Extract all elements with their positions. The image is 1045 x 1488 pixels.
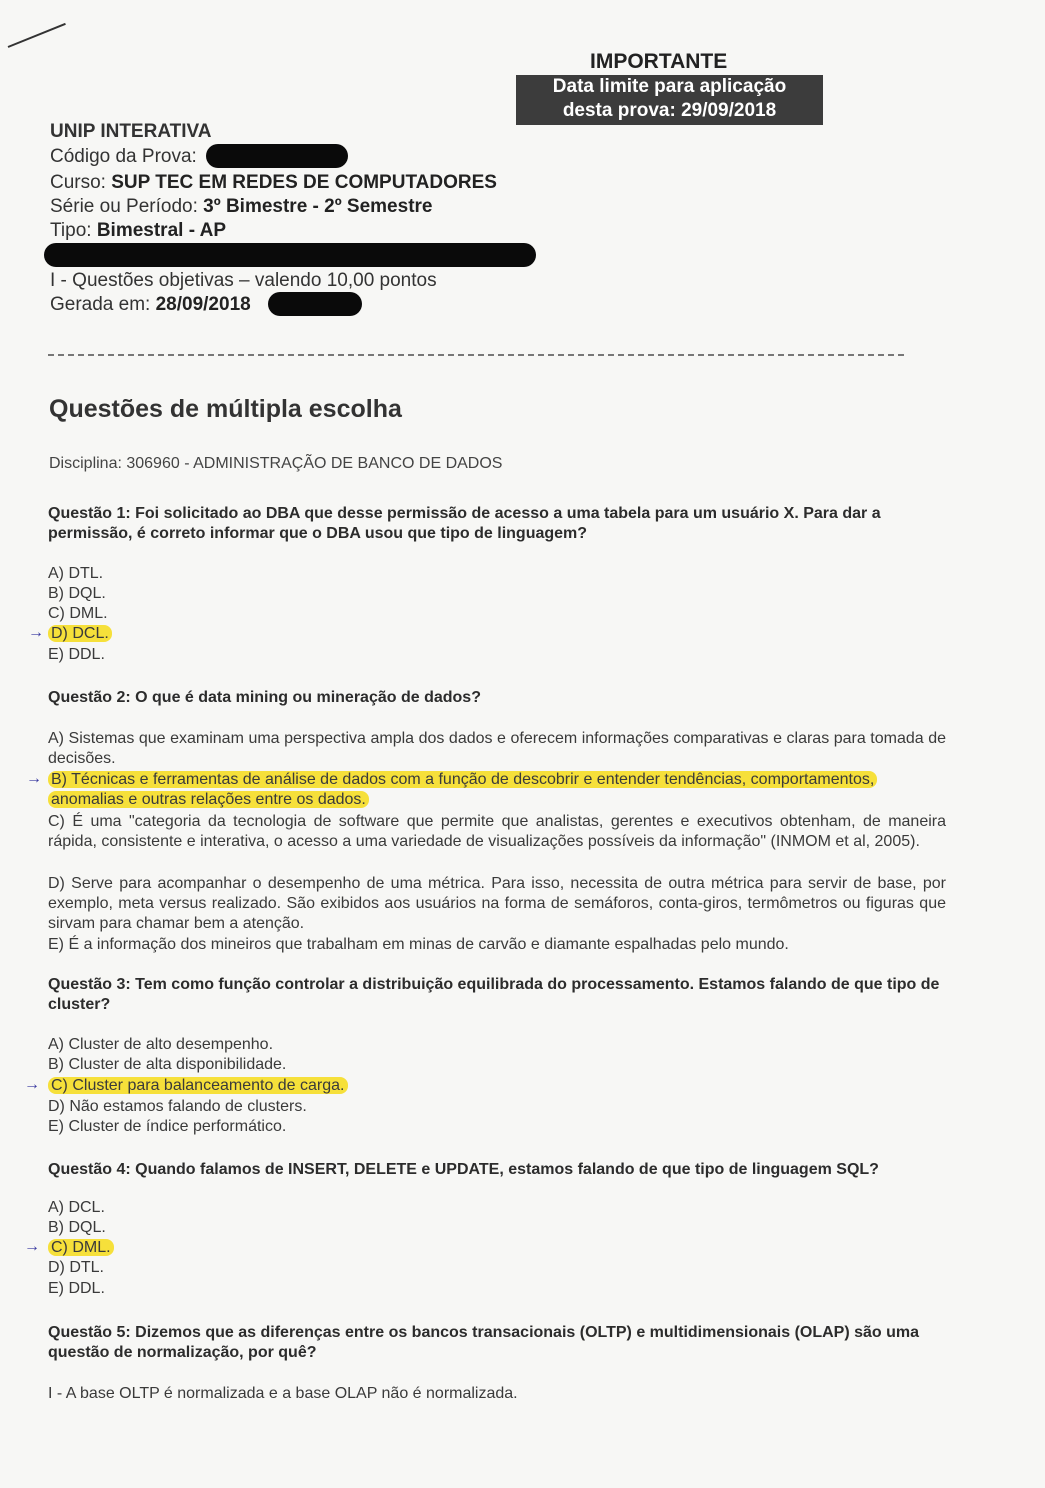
type-line: Tipo: Bimestral - AP — [50, 220, 226, 241]
period-line: Série ou Período: 3º Bimestre - 2º Semestre — [50, 196, 433, 217]
q3-option-d: D) Não estamos falando de clusters. — [48, 1098, 307, 1115]
q1-option-e: E) DDL. — [48, 646, 105, 663]
question-2: Questão 2: O que é data mining ou mineração de dados? — [48, 689, 481, 706]
q2-option-c: C) É uma "categoria da tecnologia de software que permite que analistas, gerentes e executivos obtenham, de maneira rápida, consistente e interativa, o acesso a uma variedade de visualizações possíveis da informação" (INMOM et al, 2005). — [48, 813, 946, 850]
arrow-mark-icon: → — [24, 1076, 40, 1093]
institution-name: UNIP INTERATIVA — [50, 121, 212, 142]
section-title: Questões de múltipla escolha — [49, 395, 402, 423]
q3-option-b: B) Cluster de alta disponibilidade. — [48, 1056, 287, 1073]
q4-option-e: E) DDL. — [48, 1280, 105, 1297]
exam-code-label: Código da Prova: — [50, 146, 197, 167]
q2-option-e: E) É a informação dos mineiros que trabalham em minas de carvão e diamante espalhadas pelo mundo. — [48, 936, 789, 953]
question-4: Questão 4: Quando falamos de INSERT, DELETE e UPDATE, estamos falando de que tipo de linguagem SQL? — [48, 1161, 879, 1178]
q2-option-a: A) Sistemas que examinam uma perspectiva ampla dos dados e oferecem informações comparativas e claras para tomada de decisões. — [48, 730, 946, 767]
q2-option-d: D) Serve para acompanhar o desempenho de uma métrica. Para isso, necessita de outra métrica para servir de base, por exemplo, meta versus realizado. São exibidos aos usuários na forma de semáforos, conta-giros, termômetros ou figuras que sirvam para chamar bem a atenção. — [48, 875, 946, 932]
q1-option-c: C) DML. — [48, 605, 108, 622]
redaction-bar — [44, 243, 536, 267]
q4-option-d: D) DTL. — [48, 1259, 104, 1276]
q2-option-b-cont: anomalias e outras relações entre os dados. — [48, 790, 369, 810]
divider — [48, 354, 904, 356]
question-1: Questão 1: Foi solicitado ao DBA que desse permissão de acesso a uma tabela para um usuário X. Para dar a permissão, é correto informar que o DBA usou que tipo de linguagem? — [48, 505, 881, 542]
objective-section-line: I - Questões objetivas – valendo 10,00 pontos — [50, 270, 437, 291]
deadline-line-2: desta prova: 29/09/2018 — [562, 100, 777, 121]
important-title: IMPORTANTE — [590, 50, 728, 73]
q3-option-c: C) Cluster para balanceamento de carga. — [48, 1076, 348, 1096]
course-line: Curso: SUP TEC EM REDES DE COMPUTADORES — [50, 172, 497, 193]
pen-mark — [8, 23, 66, 48]
question-3: Questão 3: Tem como função controlar a distribuição equilibrada do processamento. Estamos falando de que tipo de cluster? — [48, 976, 940, 1013]
q2-option-b: B) Técnicas e ferramentas de análise de dados com a função de descobrir e entender tendências, comportamentos, — [48, 770, 877, 790]
arrow-mark-icon: → — [26, 770, 42, 787]
arrow-mark-icon: → — [28, 624, 44, 641]
redaction-bar — [268, 292, 362, 316]
deadline-line-1: Data limite para aplicação — [552, 76, 787, 97]
q3-option-e: E) Cluster de índice performático. — [48, 1118, 287, 1135]
q4-option-a: A) DCL. — [48, 1199, 105, 1216]
arrow-mark-icon: → — [24, 1238, 40, 1255]
q4-option-c: C) DML. — [48, 1238, 114, 1258]
deadline-box — [516, 75, 823, 125]
q1-option-a: A) DTL. — [48, 565, 104, 582]
generated-line: Gerada em: 28/09/2018 — [50, 294, 251, 315]
q5-statement-1: I - A base OLTP é normalizada e a base OLAP não é normalizada. — [48, 1385, 518, 1402]
discipline: Disciplina: 306960 - ADMINISTRAÇÃO DE BANCO DE DADOS — [49, 455, 503, 472]
q3-option-a: A) Cluster de alto desempenho. — [48, 1036, 274, 1053]
q1-option-d: D) DCL. — [48, 624, 112, 644]
q1-option-b: B) DQL. — [48, 585, 106, 602]
q4-option-b: B) DQL. — [48, 1219, 106, 1236]
question-5: Questão 5: Dizemos que as diferenças entre os bancos transacionais (OLTP) e multidimensionais (OLAP) são uma questão de normalização, por quê? — [48, 1324, 920, 1361]
redaction-bar — [206, 144, 348, 168]
